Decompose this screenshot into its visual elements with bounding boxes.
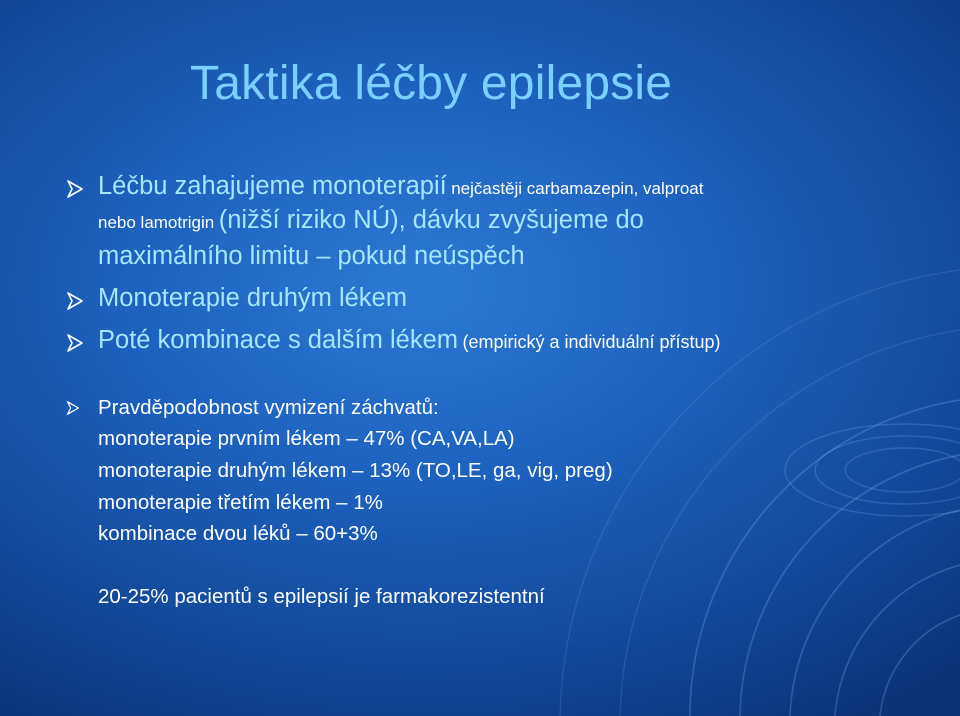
bullet1-drug-note-cont: nebo lamotrigin — [98, 213, 215, 232]
bullet3-approach-note: (empirický a individuální přístup) — [462, 332, 721, 352]
bullet4-heading: Pravděpodobnost vymizení záchvatů: — [98, 396, 439, 419]
bullet1-line1 — [98, 172, 704, 201]
bullet2-text: Monoterapie druhým lékem — [98, 284, 407, 312]
bullet4-stat-line: monoterapie druhým lékem – 13% (TO,LE, ga, vig, preg) — [98, 459, 613, 482]
bullet1-line2 — [98, 206, 644, 235]
slide-title: Taktika léčby epilepsie — [190, 57, 673, 110]
bullet4-stat-line: kombinace dvou léků – 60+3% — [98, 522, 378, 545]
arrowhead-bullet-icon — [66, 400, 80, 416]
arrowhead-bullet-icon — [66, 333, 84, 353]
bullet1-drug-note: nejčastěji carbamazepin, valproat — [451, 179, 704, 198]
bullet1-line3: maximálního limitu – pokud neúspěch — [98, 242, 525, 270]
footer-note: 20-25% pacientů s epilepsií je farmakorezistentní — [98, 585, 545, 608]
bullet4-stat-line: monoterapie prvním lékem – 47% (CA,VA,LA) — [98, 427, 515, 450]
bullet3-main-text: Poté kombinace s dalším lékem — [98, 326, 458, 354]
arrowhead-bullet-icon — [66, 291, 84, 311]
bullet1-risk-text: (nižší riziko NÚ), dávku zvyšujeme do — [218, 206, 644, 234]
bullet4-stat-line: monoterapie třetím lékem – 1% — [98, 491, 383, 514]
arrowhead-bullet-icon — [66, 179, 84, 199]
bullet1-main-text: Léčbu zahajujeme monoterapií — [98, 172, 447, 200]
bullet3-line — [98, 326, 721, 355]
